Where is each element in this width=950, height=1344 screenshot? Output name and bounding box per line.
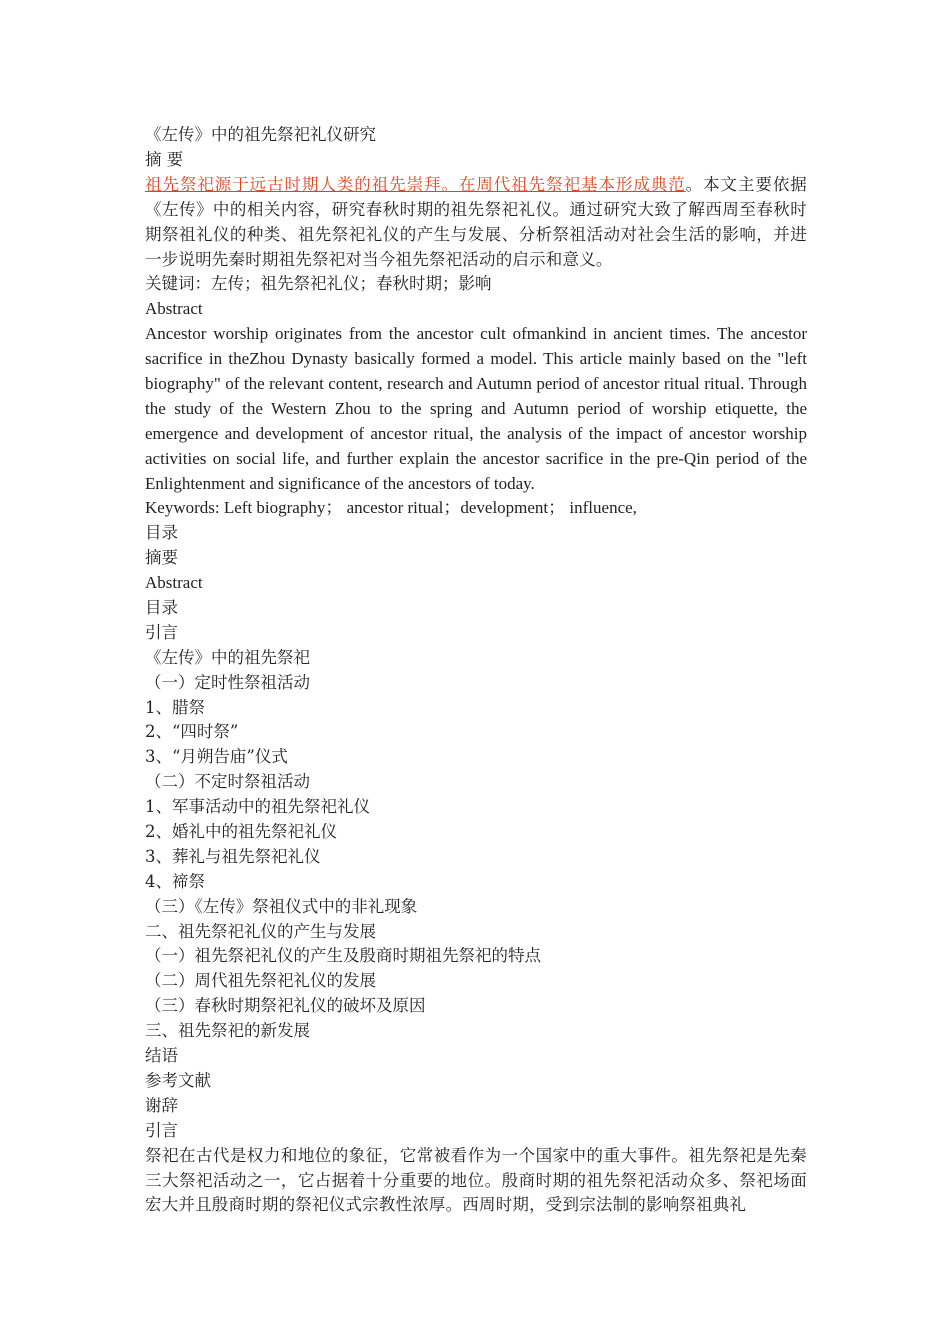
table-of-contents xyxy=(145,521,807,1118)
toc-item: 参考文献 xyxy=(145,1070,211,1090)
toc-item: 3、葬礼与祖先祭祀礼仪 xyxy=(145,846,321,866)
toc-item: 谢辞 xyxy=(145,1095,178,1115)
intro-paragraph: 祭祀在古代是权力和地位的象征，它常被看作为一个国家中的重大事件。祖先祭祀是先秦三大祭祀活动之一，它占据着十分重要的地位。殷商时期的祖先祭祀活动众多、祭祀场面宏大并且殷商时期的祭祀仪式宗教性浓厚。西周时期，受到宗法制的影响祭祖典礼 xyxy=(145,1145,807,1215)
document-title: 《左传》中的祖先祭祀礼仪研究 xyxy=(145,125,376,144)
toc-item: 1、军事活动中的祖先祭祀礼仪 xyxy=(145,797,370,817)
keywords-cn: 关键词：左传；祖先祭祀礼仪；春秋时期；影响 xyxy=(145,274,492,294)
toc-item: 3、“月朔告庙”仪式 xyxy=(145,747,288,767)
abstract-en-paragraph: Ancestor worship originates from the ancestor cult ofmankind in ancient times. The ancestor sacrifice in theZhou Dynasty basically formed a model. This article mainly based on the "left biography" of the relevant content, research and Autumn period of ancestor ritual ritual. Through the study of the Western Zhou to the spring and Autumn period of worship etiquette, the emergence and development of ancestor ritual, the analysis of the impact of ancestor worship activities on social life, and further explain the ancestor sacrifice in the pre-Qin period of the Enlightenment and significance of the ancestors of today. xyxy=(145,324,807,493)
toc-item: 2、婚礼中的祖先祭祀礼仪 xyxy=(145,822,337,842)
toc-item: （三）春秋时期祭祀礼仪的破坏及原因 xyxy=(145,996,426,1016)
toc-item: 2、“四时祭” xyxy=(145,722,239,742)
toc-item: （一）祖先祭祀礼仪的产生及殷商时期祖先祭祀的特点 xyxy=(145,946,541,966)
toc-item: 《左传》中的祖先祭祀 xyxy=(145,647,310,667)
toc-item: 摘要 xyxy=(145,548,178,568)
intro-heading: 引言 xyxy=(145,1120,178,1140)
toc-item: 三、祖先祭祀的新发展 xyxy=(145,1021,310,1041)
toc-item: 结语 xyxy=(145,1046,178,1066)
toc-item: （三）《左传》祭祖仪式中的非礼现象 xyxy=(145,896,418,916)
keywords-en: Keywords: Left biography； ancestor ritual；development； influence, xyxy=(145,498,637,518)
toc-item: （二）不定时祭祖活动 xyxy=(145,772,310,792)
toc-item: （一）定时性祭祖活动 xyxy=(145,672,310,692)
abstract-cn-paragraph xyxy=(145,173,807,273)
document-page xyxy=(145,123,807,1218)
abstract-link[interactable]: 祖先祭祀源于远古时期人类的祖先崇拜。在周代祖先祭祀基本形成典范 xyxy=(145,174,686,194)
toc-item: 4、禘祭 xyxy=(145,871,205,891)
abstract-heading: 摘 要 xyxy=(145,149,184,169)
toc-item: Abstract xyxy=(145,573,203,593)
toc-item: 1、腊祭 xyxy=(145,697,205,717)
abstract-en-heading: Abstract xyxy=(145,299,203,319)
toc-item: 目录 xyxy=(145,523,178,543)
toc-item: 引言 xyxy=(145,622,178,642)
toc-item: 二、祖先祭祀礼仪的产生与发展 xyxy=(145,921,376,941)
toc-item: 目录 xyxy=(145,598,178,618)
abstract-cn-text: 。本文主要依据《左传》中的相关内容，研究春秋时期的祖先祭祀礼仪。通过研究大致了解西周至春秋时期祭祖礼仪的种类、祖先祭祀礼仪的产生与发展、分析祭祖活动对社会生活的影响，并进一步说明先秦时期祖先祭祀对当今祖先祭祀活动的启示和意义。 xyxy=(145,174,807,269)
toc-item: （二）周代祖先祭祀礼仪的发展 xyxy=(145,971,376,991)
